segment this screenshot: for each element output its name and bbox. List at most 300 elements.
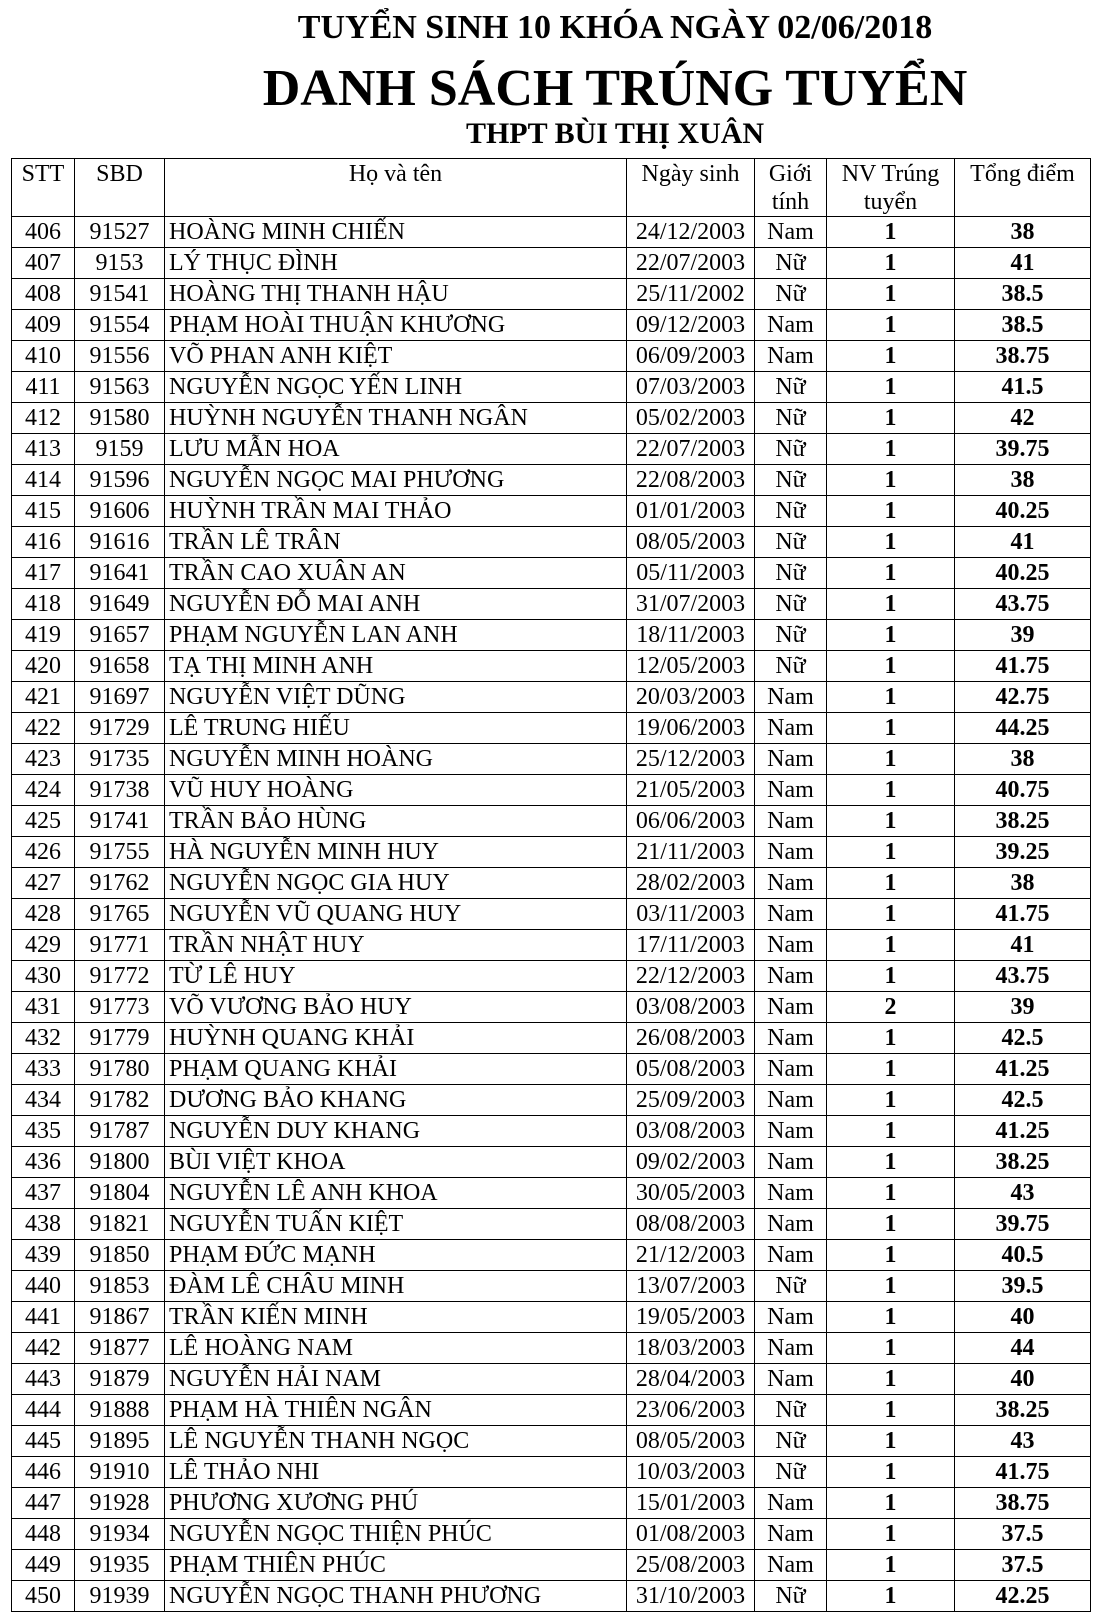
total-score-cell: 44 xyxy=(955,1333,1091,1364)
name-cell: HUỲNH NGUYỄN THANH NGÂN xyxy=(165,403,627,434)
stt-cell: 410 xyxy=(12,341,75,372)
gender-cell: Nữ xyxy=(755,558,827,589)
sbd-cell: 91779 xyxy=(75,1023,165,1054)
birthdate-cell: 28/04/2003 xyxy=(627,1364,755,1395)
table-body xyxy=(12,217,1091,1612)
choice-cell: 1 xyxy=(827,868,955,899)
name-cell: LƯU MẪN HOA xyxy=(165,434,627,465)
total-score-cell: 38.75 xyxy=(955,1488,1091,1519)
sbd-cell: 91541 xyxy=(75,279,165,310)
name-cell: TRẦN KIẾN MINH xyxy=(165,1302,627,1333)
table-row xyxy=(12,806,1091,837)
name-cell: PHƯƠNG XƯƠNG PHÚ xyxy=(165,1488,627,1519)
birthdate-cell: 25/11/2002 xyxy=(627,279,755,310)
gender-cell: Nữ xyxy=(755,496,827,527)
total-score-cell: 44.25 xyxy=(955,713,1091,744)
stt-cell: 408 xyxy=(12,279,75,310)
total-score-cell: 37.5 xyxy=(955,1550,1091,1581)
stt-cell: 418 xyxy=(12,589,75,620)
sbd-cell: 91580 xyxy=(75,403,165,434)
table-row xyxy=(12,279,1091,310)
sbd-cell: 91755 xyxy=(75,837,165,868)
gender-cell: Nam xyxy=(755,1178,827,1209)
birthdate-cell: 06/09/2003 xyxy=(627,341,755,372)
birthdate-cell: 15/01/2003 xyxy=(627,1488,755,1519)
name-cell: NGUYỄN NGỌC MAI PHƯƠNG xyxy=(165,465,627,496)
birthdate-cell: 05/11/2003 xyxy=(627,558,755,589)
sbd-cell: 91556 xyxy=(75,341,165,372)
total-score-cell: 40.25 xyxy=(955,558,1091,589)
name-cell: DƯƠNG BẢO KHANG xyxy=(165,1085,627,1116)
gender-cell: Nam xyxy=(755,775,827,806)
gender-cell: Nam xyxy=(755,930,827,961)
birthdate-cell: 31/10/2003 xyxy=(627,1581,755,1612)
gender-cell: Nam xyxy=(755,682,827,713)
stt-cell: 427 xyxy=(12,868,75,899)
total-score-cell: 38 xyxy=(955,465,1091,496)
stt-cell: 411 xyxy=(12,372,75,403)
name-cell: HUỲNH QUANG KHẢI xyxy=(165,1023,627,1054)
gender-cell: Nữ xyxy=(755,589,827,620)
table-row xyxy=(12,775,1091,806)
birthdate-cell: 19/05/2003 xyxy=(627,1302,755,1333)
choice-cell: 1 xyxy=(827,1457,955,1488)
total-score-cell: 41.5 xyxy=(955,372,1091,403)
gender-cell: Nữ xyxy=(755,1395,827,1426)
table-row xyxy=(12,372,1091,403)
sbd-cell: 91772 xyxy=(75,961,165,992)
sbd-cell: 91879 xyxy=(75,1364,165,1395)
name-cell: BÙI VIỆT KHOA xyxy=(165,1147,627,1178)
table-row xyxy=(12,1519,1091,1550)
sbd-cell: 91606 xyxy=(75,496,165,527)
birthdate-cell: 05/02/2003 xyxy=(627,403,755,434)
name-cell: LÊ THẢO NHI xyxy=(165,1457,627,1488)
stt-cell: 433 xyxy=(12,1054,75,1085)
stt-cell: 441 xyxy=(12,1302,75,1333)
gender-cell: Nam xyxy=(755,1116,827,1147)
table-row xyxy=(12,465,1091,496)
stt-cell: 445 xyxy=(12,1426,75,1457)
sbd-cell: 91780 xyxy=(75,1054,165,1085)
table-row xyxy=(12,589,1091,620)
birthdate-cell: 25/08/2003 xyxy=(627,1550,755,1581)
sbd-cell: 91877 xyxy=(75,1333,165,1364)
choice-cell: 1 xyxy=(827,1395,955,1426)
sbd-cell: 91888 xyxy=(75,1395,165,1426)
sbd-cell: 91853 xyxy=(75,1271,165,1302)
gender-cell: Nam xyxy=(755,961,827,992)
choice-cell: 1 xyxy=(827,1116,955,1147)
stt-cell: 415 xyxy=(12,496,75,527)
sbd-cell: 91910 xyxy=(75,1457,165,1488)
table-row xyxy=(12,899,1091,930)
birthdate-cell: 09/02/2003 xyxy=(627,1147,755,1178)
choice-cell: 1 xyxy=(827,558,955,589)
name-cell: NGUYỄN NGỌC YẾN LINH xyxy=(165,372,627,403)
sbd-cell: 91762 xyxy=(75,868,165,899)
table-row xyxy=(12,1302,1091,1333)
gender-cell: Nam xyxy=(755,1302,827,1333)
birthdate-cell: 22/07/2003 xyxy=(627,248,755,279)
total-score-cell: 38.5 xyxy=(955,279,1091,310)
birthdate-cell: 03/08/2003 xyxy=(627,992,755,1023)
birthdate-cell: 13/07/2003 xyxy=(627,1271,755,1302)
name-cell: HOÀNG MINH CHIẾN xyxy=(165,217,627,248)
stt-cell: 431 xyxy=(12,992,75,1023)
table-header-row xyxy=(12,159,1091,217)
name-cell: NGUYỄN NGỌC THANH PHƯƠNG xyxy=(165,1581,627,1612)
gender-cell: Nam xyxy=(755,713,827,744)
total-score-cell: 39 xyxy=(955,992,1091,1023)
stt-cell: 436 xyxy=(12,1147,75,1178)
name-cell: NGUYỄN VIỆT DŨNG xyxy=(165,682,627,713)
total-score-cell: 38.25 xyxy=(955,1395,1091,1426)
stt-cell: 432 xyxy=(12,1023,75,1054)
birthdate-cell: 09/12/2003 xyxy=(627,310,755,341)
gender-cell: Nam xyxy=(755,1054,827,1085)
stt-cell: 429 xyxy=(12,930,75,961)
stt-cell: 450 xyxy=(12,1581,75,1612)
stt-cell: 440 xyxy=(12,1271,75,1302)
sbd-cell: 91658 xyxy=(75,651,165,682)
table-row xyxy=(12,1488,1091,1519)
table-row xyxy=(12,961,1091,992)
table-row xyxy=(12,1364,1091,1395)
gender-cell: Nữ xyxy=(755,248,827,279)
choice-cell: 1 xyxy=(827,589,955,620)
birthdate-cell: 03/08/2003 xyxy=(627,1116,755,1147)
stt-cell: 416 xyxy=(12,527,75,558)
choice-cell: 1 xyxy=(827,837,955,868)
name-cell: TRẦN BẢO HÙNG xyxy=(165,806,627,837)
gender-cell: Nữ xyxy=(755,403,827,434)
gender-cell: Nam xyxy=(755,1240,827,1271)
sbd-cell: 91782 xyxy=(75,1085,165,1116)
total-score-cell: 38.5 xyxy=(955,310,1091,341)
table-row xyxy=(12,930,1091,961)
gender-cell: Nam xyxy=(755,1147,827,1178)
total-score-cell: 40 xyxy=(955,1302,1091,1333)
choice-cell: 1 xyxy=(827,1550,955,1581)
stt-cell: 414 xyxy=(12,465,75,496)
birthdate-cell: 08/05/2003 xyxy=(627,527,755,558)
table-row xyxy=(12,1116,1091,1147)
sbd-cell: 91928 xyxy=(75,1488,165,1519)
name-cell: HUỲNH TRẦN MAI THẢO xyxy=(165,496,627,527)
table-row xyxy=(12,837,1091,868)
table-row xyxy=(12,992,1091,1023)
table-row xyxy=(12,496,1091,527)
choice-cell: 1 xyxy=(827,279,955,310)
choice-cell: 1 xyxy=(827,1519,955,1550)
choice-cell: 1 xyxy=(827,434,955,465)
total-score-cell: 39.25 xyxy=(955,837,1091,868)
choice-cell: 1 xyxy=(827,806,955,837)
total-score-cell: 41 xyxy=(955,248,1091,279)
birthdate-cell: 30/05/2003 xyxy=(627,1178,755,1209)
sbd-cell: 91554 xyxy=(75,310,165,341)
gender-cell: Nam xyxy=(755,1550,827,1581)
name-cell: NGUYỄN NGỌC THIỆN PHÚC xyxy=(165,1519,627,1550)
table-row xyxy=(12,248,1091,279)
total-score-cell: 41 xyxy=(955,930,1091,961)
col-header-name: Họ và tên xyxy=(165,159,627,217)
total-score-cell: 38 xyxy=(955,868,1091,899)
gender-cell: Nữ xyxy=(755,434,827,465)
birthdate-cell: 21/05/2003 xyxy=(627,775,755,806)
stt-cell: 446 xyxy=(12,1457,75,1488)
birthdate-cell: 23/06/2003 xyxy=(627,1395,755,1426)
table-row xyxy=(12,1426,1091,1457)
stt-cell: 419 xyxy=(12,620,75,651)
admission-table xyxy=(11,158,1091,1612)
table-row xyxy=(12,217,1091,248)
choice-cell: 1 xyxy=(827,930,955,961)
name-cell: PHẠM ĐỨC MẠNH xyxy=(165,1240,627,1271)
choice-cell: 1 xyxy=(827,1023,955,1054)
stt-cell: 447 xyxy=(12,1488,75,1519)
sbd-cell: 91563 xyxy=(75,372,165,403)
choice-cell: 1 xyxy=(827,1209,955,1240)
table-row xyxy=(12,558,1091,589)
sbd-cell: 91800 xyxy=(75,1147,165,1178)
name-cell: PHẠM NGUYỄN LAN ANH xyxy=(165,620,627,651)
total-score-cell: 42.75 xyxy=(955,682,1091,713)
gender-cell: Nữ xyxy=(755,620,827,651)
sbd-cell: 91895 xyxy=(75,1426,165,1457)
birthdate-cell: 08/05/2003 xyxy=(627,1426,755,1457)
table-row xyxy=(12,1550,1091,1581)
choice-cell: 1 xyxy=(827,775,955,806)
school-name: THPT BÙI THỊ XUÂN xyxy=(465,117,765,150)
stt-cell: 424 xyxy=(12,775,75,806)
choice-cell: 1 xyxy=(827,1085,955,1116)
choice-cell: 1 xyxy=(827,651,955,682)
gender-cell: Nữ xyxy=(755,527,827,558)
total-score-cell: 38 xyxy=(955,744,1091,775)
gender-cell: Nam xyxy=(755,1519,827,1550)
choice-cell: 1 xyxy=(827,1147,955,1178)
table-row xyxy=(12,1581,1091,1612)
stt-cell: 428 xyxy=(12,899,75,930)
gender-cell: Nam xyxy=(755,1085,827,1116)
table-row xyxy=(12,744,1091,775)
table-row xyxy=(12,341,1091,372)
gender-cell: Nam xyxy=(755,744,827,775)
table-row xyxy=(12,1054,1091,1085)
choice-cell: 1 xyxy=(827,496,955,527)
stt-cell: 449 xyxy=(12,1550,75,1581)
table-row xyxy=(12,1023,1091,1054)
sbd-cell: 91649 xyxy=(75,589,165,620)
gender-cell: Nữ xyxy=(755,1426,827,1457)
name-cell: PHẠM QUANG KHẢI xyxy=(165,1054,627,1085)
table-row xyxy=(12,1395,1091,1426)
sbd-cell: 91787 xyxy=(75,1116,165,1147)
birthdate-cell: 05/08/2003 xyxy=(627,1054,755,1085)
stt-cell: 443 xyxy=(12,1364,75,1395)
gender-cell: Nam xyxy=(755,837,827,868)
gender-cell: Nam xyxy=(755,899,827,930)
sbd-cell: 91821 xyxy=(75,1209,165,1240)
table-row xyxy=(12,1178,1091,1209)
sbd-cell: 91765 xyxy=(75,899,165,930)
name-cell: NGUYỄN NGỌC GIA HUY xyxy=(165,868,627,899)
name-cell: LÝ THỤC ĐÌNH xyxy=(165,248,627,279)
choice-cell: 1 xyxy=(827,1302,955,1333)
sbd-cell: 91616 xyxy=(75,527,165,558)
total-score-cell: 41.25 xyxy=(955,1116,1091,1147)
col-header-choice: NV Trúng tuyển xyxy=(827,159,955,217)
table-row xyxy=(12,1271,1091,1302)
stt-cell: 425 xyxy=(12,806,75,837)
total-score-cell: 40.25 xyxy=(955,496,1091,527)
stt-cell: 426 xyxy=(12,837,75,868)
stt-cell: 413 xyxy=(12,434,75,465)
name-cell: HOÀNG THỊ THANH HẬU xyxy=(165,279,627,310)
birthdate-cell: 17/11/2003 xyxy=(627,930,755,961)
sbd-cell: 91771 xyxy=(75,930,165,961)
sbd-cell: 91641 xyxy=(75,558,165,589)
sbd-cell: 91867 xyxy=(75,1302,165,1333)
total-score-cell: 42.5 xyxy=(955,1085,1091,1116)
table-row xyxy=(12,310,1091,341)
name-cell: TRẦN CAO XUÂN AN xyxy=(165,558,627,589)
total-score-cell: 39 xyxy=(955,620,1091,651)
sbd-cell: 9159 xyxy=(75,434,165,465)
total-score-cell: 38.25 xyxy=(955,1147,1091,1178)
name-cell: TẠ THỊ MINH ANH xyxy=(165,651,627,682)
sbd-cell: 91935 xyxy=(75,1550,165,1581)
choice-cell: 1 xyxy=(827,372,955,403)
name-cell: TỪ LÊ HUY xyxy=(165,961,627,992)
gender-cell: Nữ xyxy=(755,1457,827,1488)
choice-cell: 1 xyxy=(827,403,955,434)
name-cell: NGUYỄN TUẤN KIỆT xyxy=(165,1209,627,1240)
table-row xyxy=(12,868,1091,899)
birthdate-cell: 06/06/2003 xyxy=(627,806,755,837)
total-score-cell: 41.75 xyxy=(955,899,1091,930)
gender-cell: Nam xyxy=(755,217,827,248)
stt-cell: 422 xyxy=(12,713,75,744)
stt-cell: 407 xyxy=(12,248,75,279)
gender-cell: Nữ xyxy=(755,372,827,403)
sbd-cell: 91773 xyxy=(75,992,165,1023)
stt-cell: 444 xyxy=(12,1395,75,1426)
choice-cell: 1 xyxy=(827,620,955,651)
choice-cell: 1 xyxy=(827,713,955,744)
birthdate-cell: 10/03/2003 xyxy=(627,1457,755,1488)
name-cell: TRẦN LÊ TRÂN xyxy=(165,527,627,558)
name-cell: PHẠM HÀ THIÊN NGÂN xyxy=(165,1395,627,1426)
stt-cell: 442 xyxy=(12,1333,75,1364)
sbd-cell: 91804 xyxy=(75,1178,165,1209)
birthdate-cell: 21/11/2003 xyxy=(627,837,755,868)
total-score-cell: 41.75 xyxy=(955,651,1091,682)
stt-cell: 435 xyxy=(12,1116,75,1147)
stt-cell: 409 xyxy=(12,310,75,341)
total-score-cell: 37.5 xyxy=(955,1519,1091,1550)
table-row xyxy=(12,434,1091,465)
stt-cell: 423 xyxy=(12,744,75,775)
choice-cell: 1 xyxy=(827,1426,955,1457)
choice-cell: 1 xyxy=(827,1178,955,1209)
name-cell: LÊ HOÀNG NAM xyxy=(165,1333,627,1364)
choice-cell: 1 xyxy=(827,1240,955,1271)
name-cell: NGUYỄN ĐỖ MAI ANH xyxy=(165,589,627,620)
birthdate-cell: 01/01/2003 xyxy=(627,496,755,527)
sbd-cell: 91738 xyxy=(75,775,165,806)
total-score-cell: 43 xyxy=(955,1178,1091,1209)
table-row xyxy=(12,1240,1091,1271)
sbd-cell: 91657 xyxy=(75,620,165,651)
sbd-cell: 9153 xyxy=(75,248,165,279)
total-score-cell: 43.75 xyxy=(955,961,1091,992)
sbd-cell: 91697 xyxy=(75,682,165,713)
gender-cell: Nam xyxy=(755,1333,827,1364)
gender-cell: Nữ xyxy=(755,651,827,682)
stt-cell: 406 xyxy=(12,217,75,248)
birthdate-cell: 20/03/2003 xyxy=(627,682,755,713)
total-score-cell: 40.5 xyxy=(955,1240,1091,1271)
total-score-cell: 41 xyxy=(955,527,1091,558)
birthdate-cell: 07/03/2003 xyxy=(627,372,755,403)
choice-cell: 1 xyxy=(827,1333,955,1364)
name-cell: TRẦN NHẬT HUY xyxy=(165,930,627,961)
choice-cell: 1 xyxy=(827,465,955,496)
total-score-cell: 40 xyxy=(955,1364,1091,1395)
choice-cell: 1 xyxy=(827,1364,955,1395)
document-title-exam: TUYỂN SINH 10 KHÓA NGÀY 02/06/2018 xyxy=(297,9,933,46)
total-score-cell: 42 xyxy=(955,403,1091,434)
sbd-cell: 91741 xyxy=(75,806,165,837)
col-header-stt: STT xyxy=(12,159,75,217)
table-row xyxy=(12,1085,1091,1116)
name-cell: HÀ NGUYỄN MINH HUY xyxy=(165,837,627,868)
total-score-cell: 40.75 xyxy=(955,775,1091,806)
total-score-cell: 43 xyxy=(955,1426,1091,1457)
choice-cell: 1 xyxy=(827,1581,955,1612)
gender-cell: Nam xyxy=(755,341,827,372)
total-score-cell: 41.75 xyxy=(955,1457,1091,1488)
stt-cell: 412 xyxy=(12,403,75,434)
total-score-cell: 38.75 xyxy=(955,341,1091,372)
gender-cell: Nam xyxy=(755,1488,827,1519)
sbd-cell: 91735 xyxy=(75,744,165,775)
birthdate-cell: 25/12/2003 xyxy=(627,744,755,775)
table-row xyxy=(12,1209,1091,1240)
stt-cell: 430 xyxy=(12,961,75,992)
choice-cell: 1 xyxy=(827,527,955,558)
sbd-cell: 91934 xyxy=(75,1519,165,1550)
stt-cell: 434 xyxy=(12,1085,75,1116)
gender-cell: Nữ xyxy=(755,279,827,310)
birthdate-cell: 28/02/2003 xyxy=(627,868,755,899)
gender-cell: Nam xyxy=(755,1209,827,1240)
table-row xyxy=(12,620,1091,651)
choice-cell: 1 xyxy=(827,1488,955,1519)
birthdate-cell: 01/08/2003 xyxy=(627,1519,755,1550)
name-cell: NGUYỄN VŨ QUANG HUY xyxy=(165,899,627,930)
gender-cell: Nam xyxy=(755,992,827,1023)
name-cell: VÕ PHAN ANH KIỆT xyxy=(165,341,627,372)
gender-cell: Nữ xyxy=(755,465,827,496)
total-score-cell: 38.25 xyxy=(955,806,1091,837)
name-cell: LÊ NGUYỄN THANH NGỌC xyxy=(165,1426,627,1457)
choice-cell: 2 xyxy=(827,992,955,1023)
name-cell: ĐÀM LÊ CHÂU MINH xyxy=(165,1271,627,1302)
